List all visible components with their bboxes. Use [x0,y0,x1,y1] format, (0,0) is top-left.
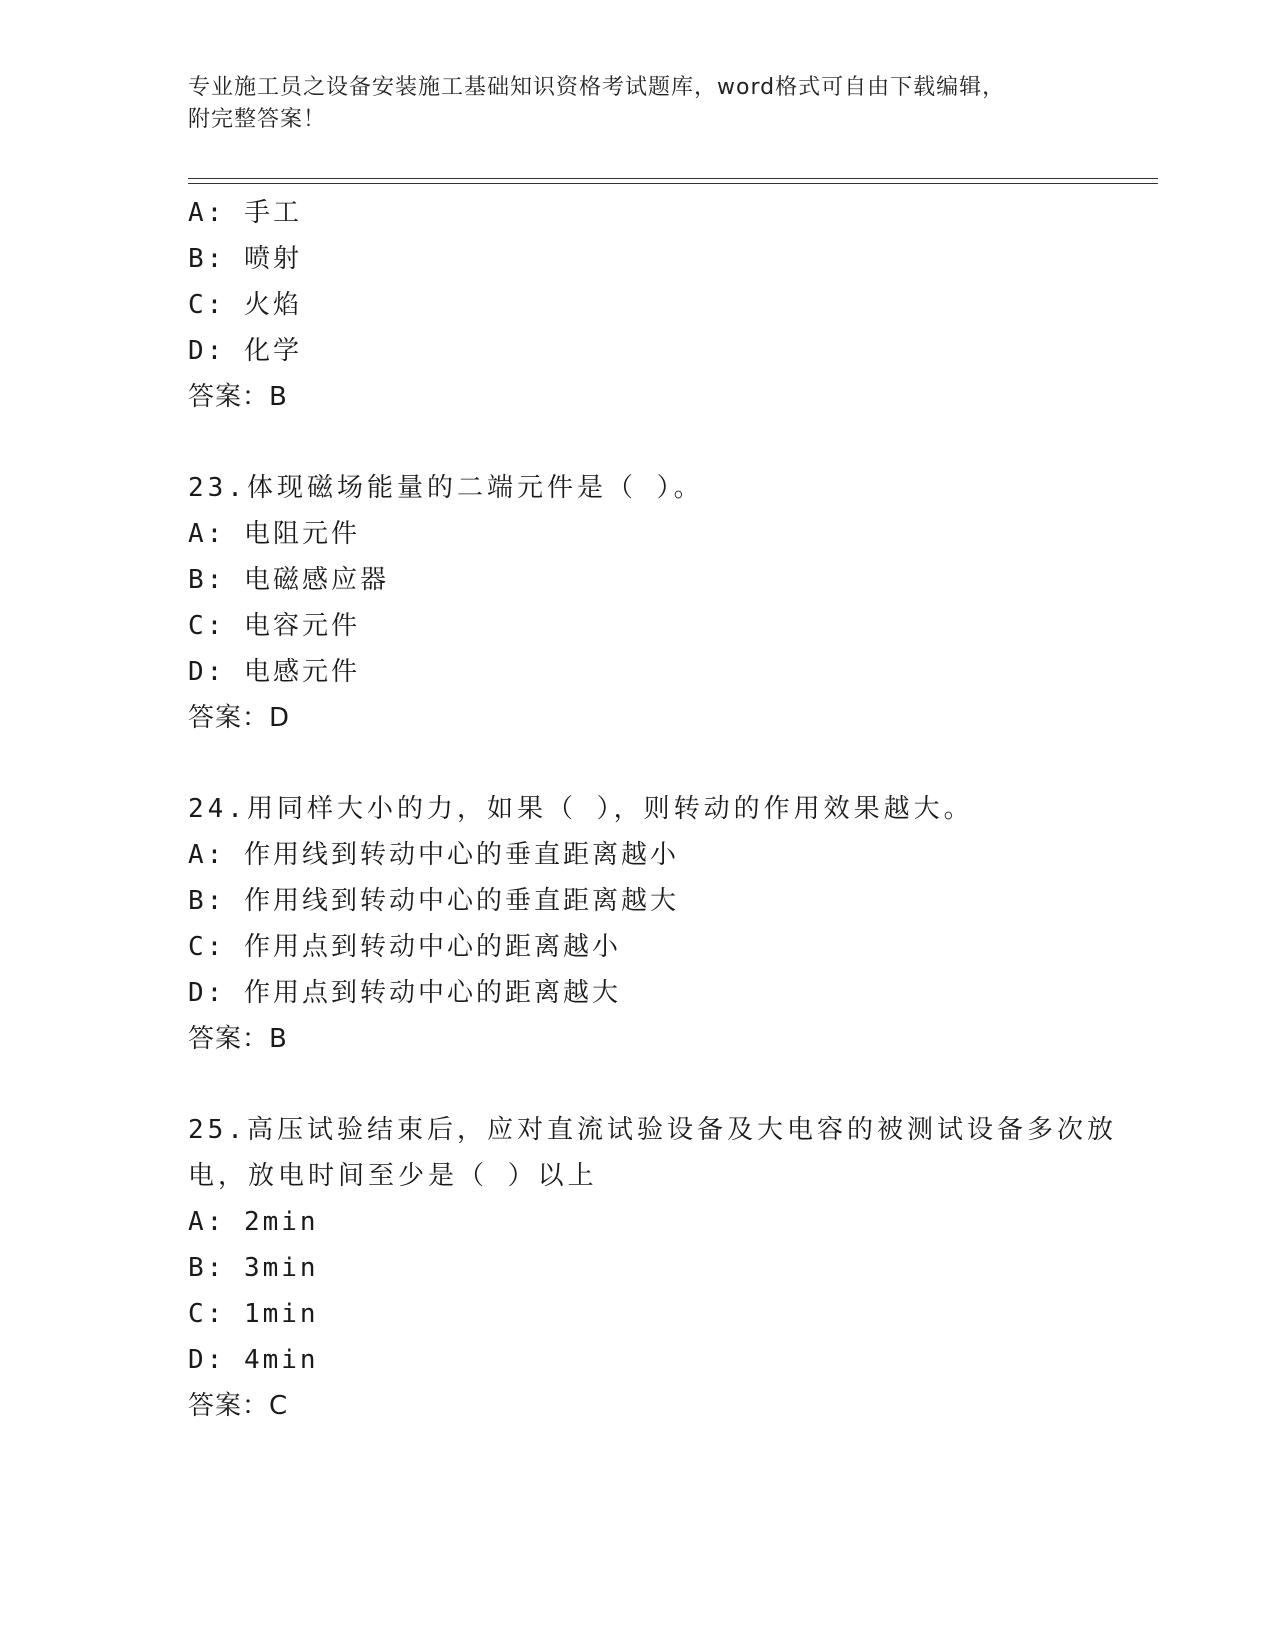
header-line-2: 附完整答案！ [188,107,327,132]
question-title: 24.用同样大小的力，如果（ ），则转动的作用效果越大。 [188,794,974,824]
option-a: A: 2min [188,1207,319,1237]
answer: 答案：B [188,1024,288,1054]
option-c: C: 电容元件 [188,611,360,641]
header-divider-top [188,178,1158,179]
option-a: A: 作用线到转动中心的垂直距离越小 [188,840,679,870]
header-divider-bottom [188,183,1158,184]
option-b: B: 喷射 [188,244,302,274]
question-title: 25.高压试验结束后，应对直流试验设备及大电容的被测试设备多次放电，放电时间至少是（ ）以上 [188,1115,1117,1191]
option-b: B: 作用线到转动中心的垂直距离越大 [188,886,679,916]
question-list [188,190,1118,1429]
option-c: C: 火焰 [188,290,302,320]
option-d: D: 电感元件 [188,657,360,687]
question-22-partial [188,190,1118,420]
answer: 答案：C [188,1391,289,1421]
question-25 [188,1107,1118,1429]
option-d: D: 4min [188,1345,319,1375]
question-24 [188,786,1118,1062]
option-c: C: 1min [188,1299,319,1329]
document-header [188,72,1088,136]
answer: 答案：B [188,382,288,412]
option-b: B: 电磁感应器 [188,565,389,595]
header-line-1: 专业施工员之设备安装施工基础知识资格考试题库，word格式可自由下载编辑， [188,75,1006,100]
option-c: C: 作用点到转动中心的距离越小 [188,932,621,962]
question-title: 23.体现磁场能量的二端元件是（ ）。 [188,473,704,503]
option-d: D: 化学 [188,336,302,366]
option-b: B: 3min [188,1253,319,1283]
option-a: A: 电阻元件 [188,519,360,549]
question-23 [188,465,1118,741]
answer: 答案：D [188,703,291,733]
option-a: A: 手工 [188,198,302,228]
option-d: D: 作用点到转动中心的距离越大 [188,978,621,1008]
